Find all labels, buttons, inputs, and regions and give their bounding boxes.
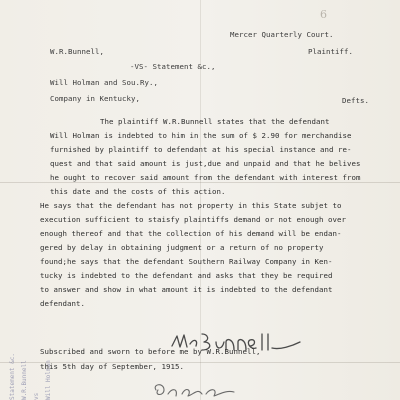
- defendant-line-1: Will Holman and Sou.Ry.,: [50, 78, 158, 87]
- body-line: execution sufficient to staisfy plaintiffs demand or not enough over: [40, 215, 346, 224]
- body-line: he ought to recover said amount from the defendant with interest from: [50, 173, 361, 182]
- plaintiff-name: W.R.Bunnell,: [50, 47, 104, 56]
- body-line: enough thereof and that the collection of his demand will be endan-: [40, 229, 342, 238]
- jurat-line-1: Subscribed and sworn to before me by W.R.Bunnell,: [40, 347, 261, 356]
- body-line: gered by delay in obtaining judgment or a return of no property: [40, 243, 324, 252]
- body-line: to answer and show in what amount it is indebted to the defendant: [40, 285, 333, 294]
- defendant-label: Defts.: [342, 96, 369, 105]
- body-line: furnished by plaintiff to defendant at his special instance and re-: [50, 145, 352, 154]
- body-line: tucky is indebted to the defendant and asks that they be required: [40, 271, 333, 280]
- stamp-line: Statement &c.: [9, 353, 16, 400]
- stamp-line: W.R.Bunnell: [21, 360, 28, 400]
- body-line: defendant.: [40, 299, 85, 308]
- body-line: this date and the costs of this action.: [50, 187, 226, 196]
- stamp-line: vs: [33, 392, 40, 400]
- vs-line: -VS- Statement &c.,: [130, 62, 216, 71]
- body-line: quest and that said amount is just,due and unpaid and that he belives: [50, 159, 361, 168]
- plaintiff-label: Plaintiff.: [308, 47, 353, 56]
- stamp-line: Will Holman: [45, 360, 52, 400]
- clerk-signature: [150, 380, 240, 400]
- body-line: He says that the defendant has not property in this State subjet to: [40, 201, 342, 210]
- docket-stamp: [6, 318, 76, 400]
- body-line: Will Holman is indebted to him in the sum of $ 2.90 for merchandise: [50, 131, 352, 140]
- jurat-line-2: this 5th day of September, 1915.: [40, 362, 184, 371]
- defendant-line-2: Company in Kentucky,: [50, 94, 140, 103]
- corner-mark: 6: [320, 8, 327, 21]
- body-line: found;he says that the defendant Southern Railway Company in Ken-: [40, 257, 333, 266]
- court-name: Mercer Quarterly Court.: [230, 30, 334, 39]
- body-line: The plaintiff W.R.Bunnell states that the defendant: [100, 117, 330, 126]
